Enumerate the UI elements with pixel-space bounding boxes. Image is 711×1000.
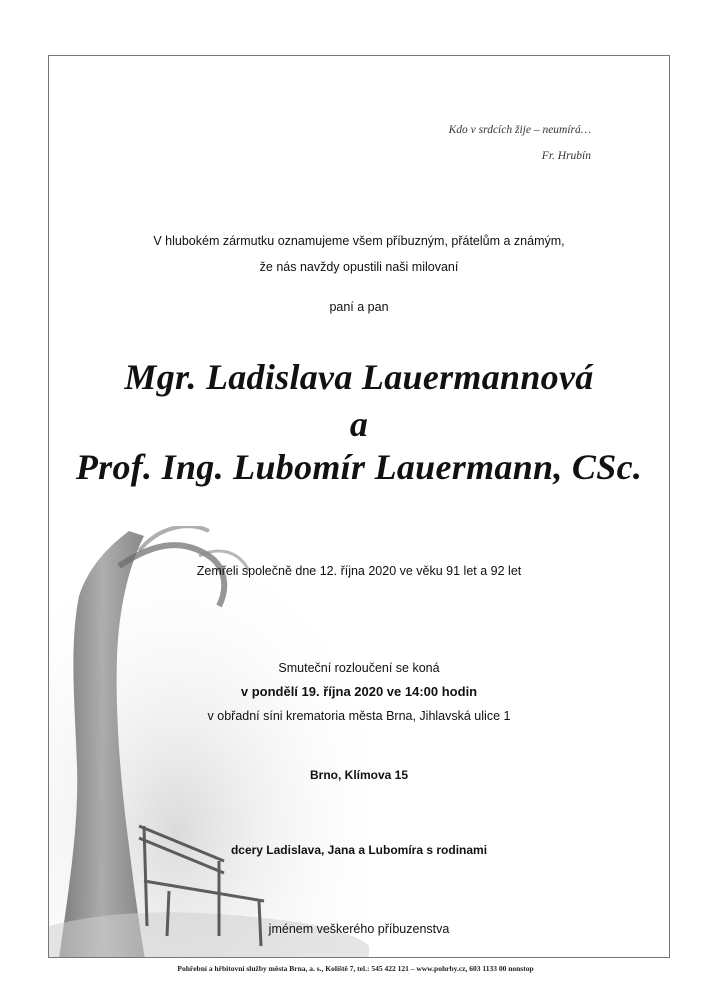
tree-and-bench-illustration	[49, 526, 369, 958]
mourners-family: jménem veškerého příbuzenstva	[268, 922, 450, 936]
intro-line-1: V hlubokém zármutku oznamujeme všem příbuzným, přátelům a známým,	[153, 234, 565, 248]
notice-frame	[48, 55, 670, 958]
death-notice: Zemřeli společně dne 12. října 2020 ve věku 91 let a 92 let	[196, 564, 522, 578]
deceased-name-1: Mgr. Ladislava Lauermannová	[124, 357, 594, 397]
intro-text	[49, 228, 669, 280]
ceremony-info	[49, 656, 669, 728]
quote-author: Fr. Hrubín	[541, 150, 591, 162]
ceremony-line-1: Smuteční rozloučení se koná	[278, 661, 440, 675]
deceased-conjunction: a	[349, 404, 369, 444]
salutation: paní a pan	[329, 300, 389, 314]
footer-text: Pohřební a hřbitovní služby města Brna, a. s., Kolíště 7, tel.: 545 422 121 – www.pohrby.cz, 603 1133 00 nonstop	[177, 964, 534, 973]
ceremony-location: v obřadní síni krematoria města Brna, Jihlavská ulice 1	[207, 709, 511, 723]
deceased-name-2: Prof. Ing. Lubomír Lauermann, CSc.	[75, 447, 643, 487]
quote-text: Kdo v srdcích žije – neumírá…	[448, 124, 591, 136]
mourners-daughters: dcery Ladislava, Jana a Lubomíra s rodinami	[230, 843, 488, 857]
ceremony-date: v pondělí 19. října 2020 ve 14:00 hodin	[240, 684, 478, 699]
family-address: Brno, Klímova 15	[309, 768, 409, 782]
intro-line-2: že nás navždy opustili naši milovaní	[259, 260, 459, 274]
quote-block	[449, 124, 591, 162]
